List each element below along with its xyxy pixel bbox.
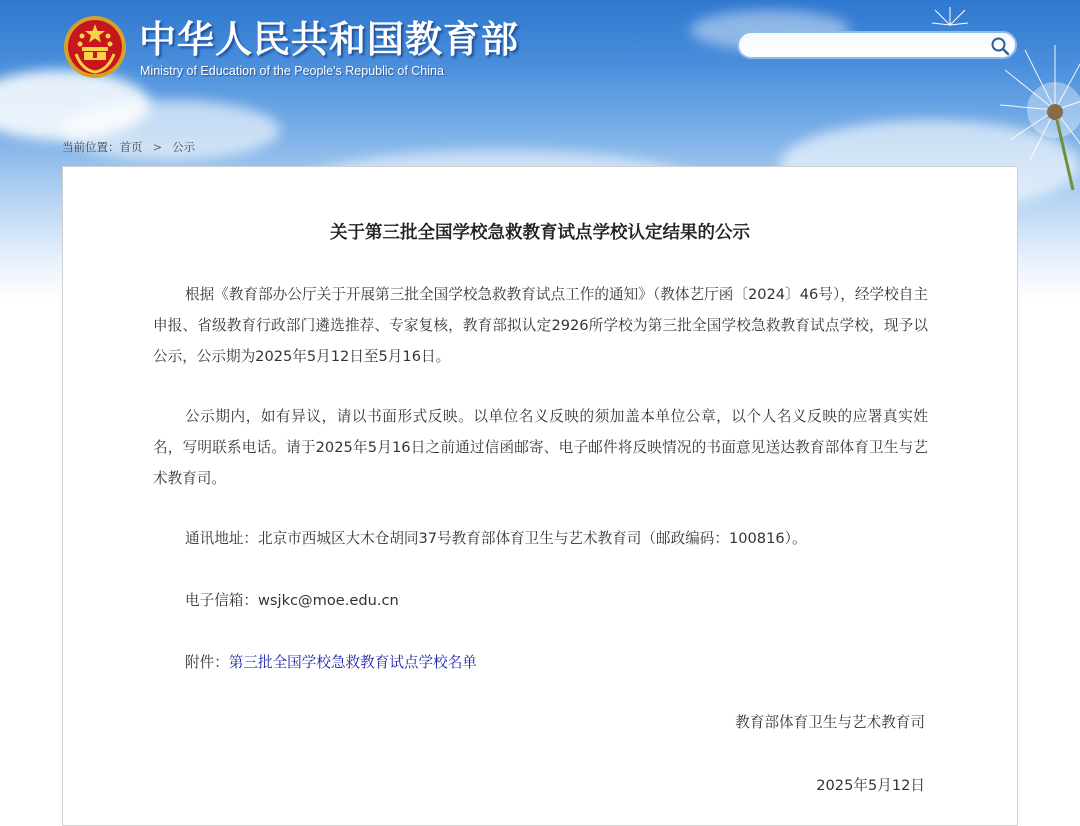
search-input[interactable] [751, 35, 985, 57]
publish-date: 2025年5月12日 [816, 777, 925, 794]
article-paragraph: 根据《教育部办公厅关于开展第三批全国学校急救教育试点工作的通知》（教体艺厅函〔2024〕46号），经学校自主申报、省级教育行政部门遴选推荐、专家复核，教育部拟认定2926所学校为第三批全国学校急救教育试点学校，现予以公示，公示期为2025年5月12日至5月16日。 [153, 286, 928, 365]
article-container [62, 166, 1018, 826]
search-box [737, 31, 1017, 59]
breadcrumb-home-link[interactable]: 首页 [119, 140, 143, 154]
breadcrumb-separator: > [152, 140, 163, 154]
site-title: 中华人民共和国教育部 [139, 17, 519, 61]
breadcrumb [62, 139, 195, 155]
attachment-link[interactable]: 第三批全国学校急救教育试点学校名单 [228, 654, 477, 671]
search-icon[interactable] [989, 35, 1011, 57]
contact-email: 电子信箱：wsjkc@moe.edu.cn [185, 592, 399, 609]
article-paragraph: 公示期内，如有异议，请以书面形式反映。以单位名义反映的须加盖本单位公章，以个人名义反映的应署真实姓名，写明联系电话。请于2025年5月16日之前通过信函邮寄、电子邮件将反映情况的书面意见送达教育部体育卫生与艺术教育司。 [153, 408, 928, 487]
national-emblem-icon [62, 14, 128, 80]
attachment-line [153, 647, 928, 678]
signature: 教育部体育卫生与艺术教育司 [735, 714, 925, 731]
attachment-label: 附件： [185, 654, 229, 671]
breadcrumb-current-link[interactable]: 公示 [172, 140, 196, 154]
contact-address: 通讯地址：北京市西城区大木仓胡同37号教育部体育卫生与艺术教育司（邮政编码：100816）。 [185, 530, 807, 547]
article-title: 关于第三批全国学校急救教育试点学校认定结果的公示 [330, 223, 750, 243]
site-subtitle: Ministry of Education of the People's Republic of China [140, 64, 444, 78]
breadcrumb-label: 当前位置： [62, 140, 120, 154]
